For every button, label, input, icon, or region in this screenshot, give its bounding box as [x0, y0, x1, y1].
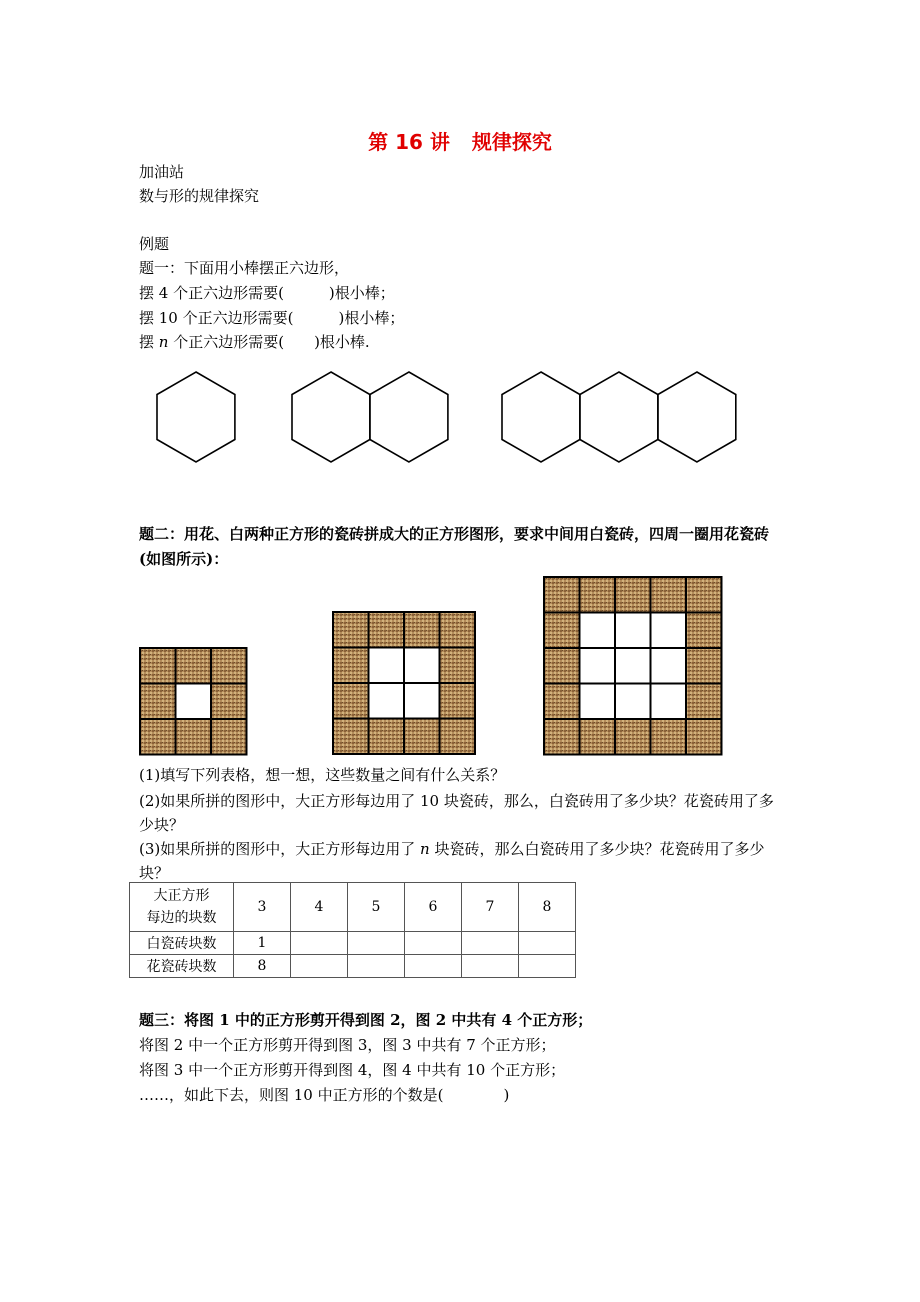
white-tile: [615, 648, 651, 684]
hexagon-figures: [0, 360, 920, 470]
table-cell[interactable]: 8: [234, 955, 291, 978]
white-tile: [369, 648, 405, 684]
table-cell[interactable]: [348, 932, 405, 955]
flower-tile: [176, 648, 212, 684]
row-label-white: 白瓷砖块数: [130, 932, 234, 955]
table-cell: 6: [405, 883, 462, 932]
tile-count-table: [129, 882, 576, 978]
page-title: [0, 126, 920, 155]
table-header: 大正方形 每边的块数: [130, 883, 234, 932]
hexagon: [370, 372, 448, 462]
flower-tile: [544, 577, 580, 613]
table-cell[interactable]: [519, 955, 576, 978]
table-cell[interactable]: [348, 955, 405, 978]
flower-tile: [140, 684, 176, 720]
white-tile: [651, 684, 687, 720]
flower-tile: [440, 683, 476, 719]
white-tile: [369, 683, 405, 719]
q2-text: 题二：用花、白两种正方形的瓷砖拼成大的正方形图形，要求中间用白瓷砖，四周一圈用花瓷砖(如图所示)：: [139, 525, 770, 568]
white-tile: [651, 648, 687, 684]
q1-line-4: 摆 n 个正六边形需要( )根小棒.: [139, 333, 370, 351]
q1-line-1: 题一：下面用小棒摆正六边形，: [139, 259, 350, 277]
flower-tile: [140, 648, 176, 684]
q3-line-4: ……，如此下去，则图 10 中正方形的个数是( ): [139, 1086, 510, 1104]
flower-tile: [615, 577, 651, 613]
flower-tile: [333, 683, 369, 719]
flower-tile: [369, 719, 405, 755]
hexagon: [157, 372, 235, 462]
flower-tile: [333, 648, 369, 684]
white-tile: [615, 613, 651, 649]
flower-tile: [580, 577, 616, 613]
q2-sub-1: (1)填写下列表格，想一想，这些数量之间有什么关系？: [139, 766, 506, 784]
table-cell: 4: [291, 883, 348, 932]
flower-tile: [369, 612, 405, 648]
hexagon: [292, 372, 370, 462]
variable-n: n: [158, 333, 169, 351]
hexagon-chain-1: [157, 372, 235, 462]
variable-n: n: [420, 840, 430, 858]
q3-line-1: 题三：将图 1 中的正方形剪开得到图 2，图 2 中共有 4 个正方形；: [139, 1011, 593, 1029]
hexagon: [580, 372, 658, 462]
section-subtitle: 数与形的规律探究: [139, 187, 260, 205]
white-tile: [176, 684, 212, 720]
flower-tile: [404, 719, 440, 755]
white-tile: [580, 648, 616, 684]
flower-tile: [544, 613, 580, 649]
hexagon: [502, 372, 580, 462]
table-cell[interactable]: 1: [234, 932, 291, 955]
flower-tile: [211, 719, 247, 755]
flower-tile: [440, 719, 476, 755]
flower-tile: [176, 719, 212, 755]
flower-tile: [333, 612, 369, 648]
table-row: [130, 955, 576, 978]
flower-tile: [404, 612, 440, 648]
white-tile: [580, 684, 616, 720]
table-cell[interactable]: [462, 932, 519, 955]
hexagon-chain-2: [292, 372, 448, 462]
tile-square-4: [333, 612, 475, 754]
table-cell[interactable]: [291, 932, 348, 955]
flower-tile: [544, 719, 580, 755]
flower-tile: [615, 719, 651, 755]
white-tile: [580, 613, 616, 649]
hexagon-chain-3: [502, 372, 736, 462]
q3-line-3: 将图 3 中一个正方形剪开得到图 4，图 4 中共有 10 个正方形；: [139, 1061, 566, 1079]
example-label: 例题: [139, 235, 170, 253]
table-cell[interactable]: [405, 955, 462, 978]
q2-sub-3: (3)如果所拼的图形中，大正方形每边用了 n 块瓷砖，那么白瓷砖用了多少块？花瓷砖用了多少块？: [139, 840, 765, 882]
table-cell: 8: [519, 883, 576, 932]
white-tile: [404, 683, 440, 719]
white-tile: [404, 648, 440, 684]
flower-tile: [580, 719, 616, 755]
q1-line-2: 摆 4 个正六边形需要( )根小棒；: [139, 284, 395, 302]
table-row: [130, 883, 576, 932]
table-cell[interactable]: [462, 955, 519, 978]
table-cell[interactable]: [519, 932, 576, 955]
flower-tile: [651, 577, 687, 613]
q2-sub-2: (2)如果所拼的图形中，大正方形每边用了 10 块瓷砖，那么，白瓷砖用了多少块？花瓷砖用了多少块？: [139, 792, 774, 834]
lesson-number: 第 16 讲: [368, 130, 450, 154]
white-tile: [651, 613, 687, 649]
flower-tile: [211, 648, 247, 684]
flower-tile: [544, 648, 580, 684]
flower-tile: [686, 684, 722, 720]
section-label: 加油站: [139, 163, 185, 181]
q3-line-2: 将图 2 中一个正方形剪开得到图 3，图 3 中共有 7 个正方形；: [139, 1036, 556, 1054]
table-cell[interactable]: [291, 955, 348, 978]
table-cell: 7: [462, 883, 519, 932]
tile-square-3: [140, 648, 247, 755]
tile-square-5: [544, 577, 722, 755]
white-tile: [615, 684, 651, 720]
row-label-flower: 花瓷砖块数: [130, 955, 234, 978]
table-cell[interactable]: [405, 932, 462, 955]
flower-tile: [544, 684, 580, 720]
flower-tile: [440, 612, 476, 648]
flower-tile: [686, 613, 722, 649]
tile-figures: [0, 570, 920, 760]
table-cell: 3: [234, 883, 291, 932]
flower-tile: [651, 719, 687, 755]
table-row: [130, 932, 576, 955]
lesson-topic: 规律探究: [471, 130, 552, 154]
flower-tile: [440, 648, 476, 684]
hexagon: [658, 372, 736, 462]
flower-tile: [140, 719, 176, 755]
flower-tile: [333, 719, 369, 755]
flower-tile: [686, 648, 722, 684]
table-cell: 5: [348, 883, 405, 932]
flower-tile: [686, 577, 722, 613]
flower-tile: [211, 684, 247, 720]
q1-line-3: 摆 10 个正六边形需要( )根小棒；: [139, 309, 405, 327]
flower-tile: [686, 719, 722, 755]
